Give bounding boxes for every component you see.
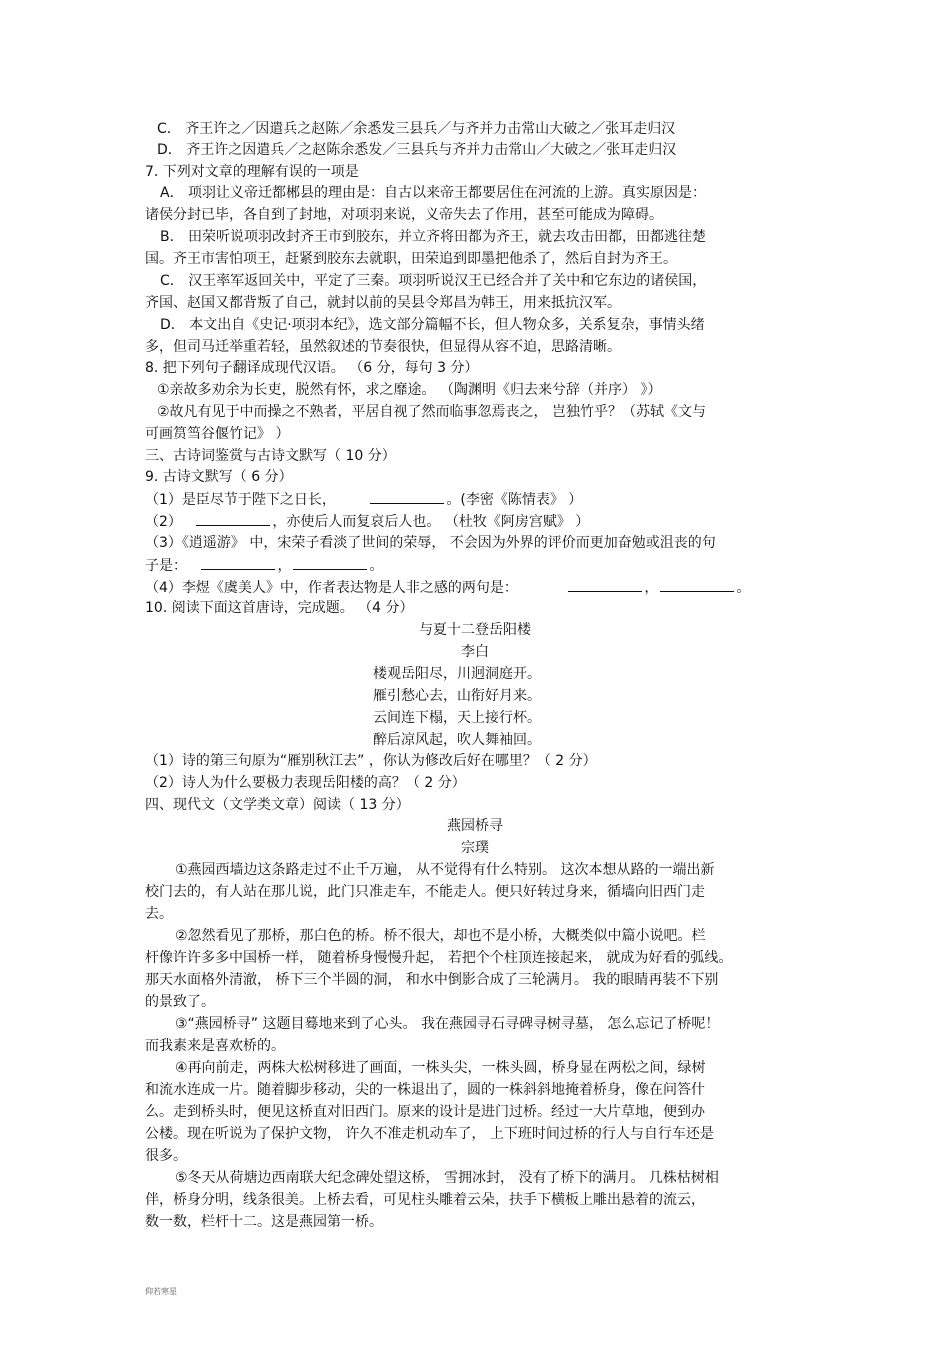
q7-option-b-line2: 国。齐王市害怕项王，赶紧到胶东去就职，田荣追到即墨把他杀了，然后自封为齐王。: [145, 251, 677, 267]
q9-item-2: （2） ，亦使后人而复哀后人也。 （杜牧《阿房宫赋》 ）: [145, 511, 589, 532]
essay-line: ⑤冬天从荷塘边西南联大纪念碑处望这桥， 雪拥冰封， 没有了桥下的满月。 几株枯树相: [175, 1170, 719, 1186]
question-7-heading: 7. 下列对文章的理解有误的一项是: [145, 164, 359, 180]
q8-sentence-1: ①亲故多劝余为长吏，脱然有怀，求之靡途。 （陶渊明《归去来兮辞（并序） 》）: [157, 382, 662, 398]
essay-line: ③“燕园桥寻” 这题目蓦地来到了心头。 我在燕园寻石寻碑寻树寻墓， 怎么忘记了桥呢！: [175, 1016, 720, 1032]
section-4-heading: 四、现代文（文学类文章）阅读（ 13 分）: [145, 797, 410, 813]
q7-option-a-line2: 诸侯分封已毕，各自到了封地，对项羽来说，义帝失去了作用，甚至可能成为障碍。: [145, 207, 663, 223]
essay-line: ①燕园西墙边这条路走过不止千万遍， 从不觉得有什么特别。 这次本想从路的一端出新: [175, 862, 715, 878]
essay-author: 宗璞: [461, 840, 489, 856]
q8-sentence-2-line2: 可画筼筜谷偃竹记》 ）: [145, 426, 290, 442]
essay-title: 燕园桥寻: [447, 818, 503, 834]
q10-subquestion-1: （1）诗的第三句原为“雁别秋江去” ，你认为修改后好在哪里？（ 2 分）: [145, 753, 597, 769]
option-d-line: D． 齐王许之因遣兵／之赵陈余悉发／三县兵与齐并力击常山／大破之／张耳走归汉: [157, 142, 677, 158]
question-8-heading: 8. 把下列句子翻译成现代汉语。 （6 分，每句 3 分）: [145, 360, 479, 376]
essay-line: 公楼。现在听说为了保护文物， 许久不准走机动车了， 上下班时间过桥的行人与自行车还是: [145, 1126, 714, 1142]
essay-line: 和流水连成一片。随着脚步移动，尖的一株退出了，圆的一株斜斜地掩着桥身，像在问答什: [145, 1082, 705, 1098]
option-c-line: C． 齐王许之／因遣兵之赵陈／余悉发三县兵／与齐并力击常山大破之／张耳走归汉: [157, 121, 676, 137]
q8-sentence-2-line1: ②故凡有见于中而操之不熟者，平居自视了然而临事忽焉丧之， 岂独竹乎？（苏轼《文与: [157, 404, 706, 420]
q10-subquestion-2: （2）诗人为什么要极力表现岳阳楼的高？（ 2 分）: [145, 775, 466, 791]
q9-item-3-line2: 子是： ， 。: [145, 555, 383, 576]
answer-blank[interactable]: [568, 577, 642, 592]
essay-line: 么。走到桥头时，便见这桥直对旧西门。原来的设计是进门过桥。经过一大片草地，便到办: [145, 1104, 705, 1120]
poem-line: 云间连下榻，天上接行杯。: [373, 710, 541, 726]
section-3-heading: 三、古诗词鉴赏与古诗文默写（ 10 分）: [145, 448, 396, 464]
essay-line: 去。: [145, 906, 173, 922]
essay-line: ②忽然看见了那桥，那白色的桥。桥不很大，却也不是小桥，大概类似中篇小说吧。栏: [175, 928, 706, 944]
answer-blank[interactable]: [660, 577, 734, 592]
essay-line: 校门去的，有人站在那儿说，此门只准走车，不能走人。便只好转过身来，循墙向旧西门走: [145, 884, 705, 900]
essay-line: 的景致了。: [145, 994, 215, 1010]
footer-text: 仰若寒星: [145, 1287, 177, 1296]
q7-option-c-line2: 齐国、赵国又都背叛了自己，就封以前的吴县令郑昌为韩王，用来抵抗汉军。: [145, 295, 621, 311]
essay-line: 很多。: [145, 1148, 187, 1164]
q7-option-c-line1: C． 汉王率军返回关中，平定了三秦。项羽听说汉王已经合并了关中和它东边的诸侯国，: [160, 273, 707, 289]
q7-option-b-line1: B． 田荣听说项羽改封齐王市到胶东，并立齐将田都为齐王，就去攻击田都，田都逃往楚: [160, 229, 707, 245]
answer-blank[interactable]: [201, 555, 275, 570]
essay-line: ④再向前走，两株大松树移进了画面，一株头尖，一株头圆，桥身显在两松之间，绿树: [175, 1060, 706, 1076]
poem-author: 李白: [461, 644, 489, 660]
q7-option-a-line1: A． 项羽让义帝迁都郴县的理由是：自古以来帝王都要居住在河流的上游。真实原因是：: [160, 185, 707, 201]
answer-blank[interactable]: [196, 511, 270, 526]
essay-line: 数一数，栏杆十二。这是燕园第一桥。: [145, 1214, 383, 1230]
essay-line: 杆像许许多多中国桥一样， 随着桥身慢慢升起， 若把个个柱顶连接起来， 就成为好看的弧线。: [145, 950, 733, 966]
answer-blank[interactable]: [370, 489, 444, 504]
essay-line: 而我素来是喜欢桥的。: [145, 1038, 285, 1054]
poem-line: 醉后凉风起，吹人舞袖回。: [373, 732, 541, 748]
essay-line: 伴，桥身分明，线条很美。上桥去看，可见柱头雕着云朵，扶手下横板上雕出悬着的流云，: [145, 1192, 705, 1208]
poem-line: 楼观岳阳尽，川迥洞庭开。: [373, 666, 541, 682]
answer-blank[interactable]: [293, 555, 367, 570]
poem-title: 与夏十二登岳阳楼: [419, 622, 531, 638]
q9-item-1: （1）是臣尽节于陛下之日长， 。(李密《陈情表》 ）: [145, 489, 582, 510]
poem-line: 雁引愁心去，山衔好月来。: [373, 688, 541, 704]
q9-item-3-line1: （3）《逍遥游》 中，宋荣子看淡了世间的荣辱， 不会因为外界的评价而更加奋勉或沮丧的句: [145, 535, 716, 551]
question-10-heading: 10. 阅读下面这首唐诗，完成题。 （4 分）: [145, 600, 414, 616]
question-9-heading: 9. 古诗文默写（ 6 分）: [145, 469, 293, 485]
q9-item-4: （4）李煜《虞美人》中，作者表达物是人非之感的两句是： ， 。: [145, 577, 750, 598]
essay-line: 那天水面格外清澈， 桥下三个半圆的洞， 和水中倒影合成了三轮满月。 我的眼睛再装不下别: [145, 972, 719, 988]
q7-option-d-line1: D． 本文出自《史记·项羽本纪》，选文部分篇幅不长，但人物众多，关系复杂，事情头绪: [160, 317, 705, 333]
q7-option-d-line2: 多，但司马迁举重若轻，虽然叙述的节奏很快，但显得从容不迫，思路清晰。: [145, 339, 621, 355]
